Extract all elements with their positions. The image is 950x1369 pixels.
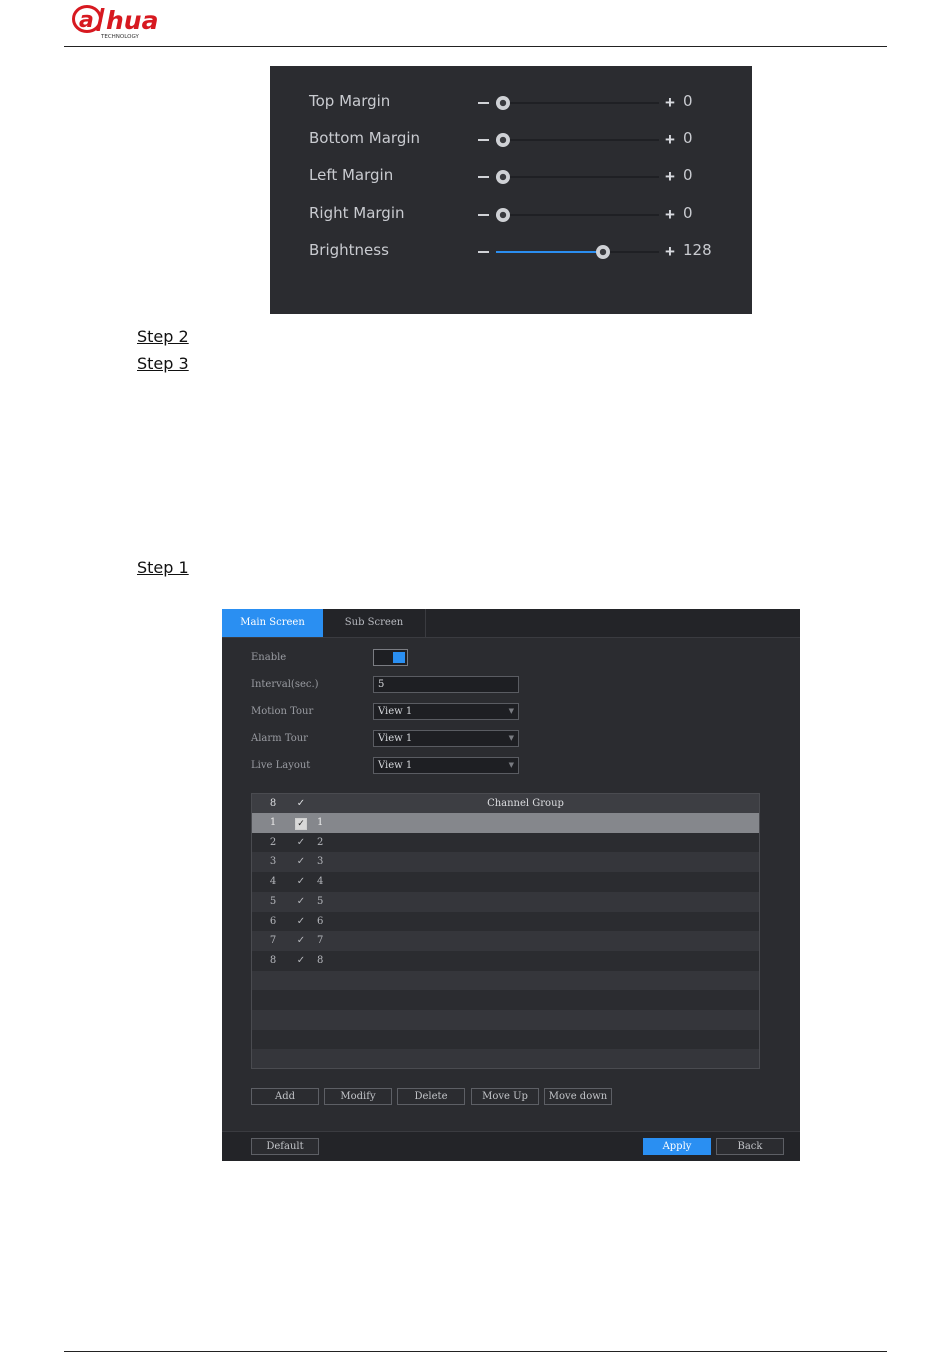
table-row[interactable]: [252, 931, 759, 951]
row-channel-group: 8: [317, 954, 324, 966]
slider-track[interactable]: [496, 102, 659, 104]
row-channel-group: 6: [317, 915, 324, 927]
table-row[interactable]: [252, 833, 759, 853]
slider-value: 0: [683, 166, 693, 184]
header-check-icon[interactable]: ✓: [296, 798, 306, 809]
live-layout-select[interactable]: [373, 757, 519, 774]
plus-icon[interactable]: +: [665, 205, 675, 224]
table-row[interactable]: [252, 971, 759, 991]
slider-label: Right Margin: [309, 204, 405, 222]
minus-icon[interactable]: [478, 139, 489, 141]
channel-group-table: [251, 793, 760, 1069]
slider-row-top-margin: [270, 90, 752, 116]
modify-button[interactable]: Modify: [324, 1088, 392, 1105]
tab-main-screen[interactable]: Main Screen: [222, 609, 323, 637]
dropdown-arrow-icon: ▼: [508, 734, 514, 742]
row-check-icon[interactable]: ✓: [296, 856, 306, 868]
slider-row-bottom-margin: [270, 127, 752, 153]
table-row[interactable]: [252, 1010, 759, 1030]
margin-settings-panel: [270, 66, 752, 314]
row-check-icon[interactable]: ✓: [296, 836, 306, 848]
interval-label: Interval(sec.): [251, 679, 319, 690]
slider-track[interactable]: [496, 176, 659, 178]
table-row[interactable]: [252, 912, 759, 932]
table-row[interactable]: [252, 872, 759, 892]
slider-track[interactable]: [496, 251, 659, 253]
header-count: 8: [269, 798, 277, 809]
slider-knob[interactable]: [496, 208, 510, 222]
toggle-knob: [393, 652, 405, 663]
svg-text:a: a: [79, 8, 94, 33]
row-check-icon[interactable]: ✓: [296, 876, 306, 888]
tab-bar: [222, 609, 800, 638]
row-channel-group: 1: [317, 817, 324, 828]
slider-knob[interactable]: [496, 170, 510, 184]
step-1-label: Step 1: [137, 558, 189, 577]
tab-sub-screen[interactable]: Sub Screen: [323, 609, 426, 637]
row-index: 4: [269, 876, 277, 888]
row-index: 7: [269, 935, 277, 947]
row-channel-group: 5: [317, 895, 324, 907]
dropdown-arrow-icon: ▼: [508, 707, 514, 715]
slider-label: Top Margin: [309, 92, 391, 110]
slider-knob[interactable]: [496, 96, 510, 110]
slider-value: 0: [683, 129, 693, 147]
delete-button[interactable]: Delete: [397, 1088, 465, 1105]
move-up-button[interactable]: Move Up: [471, 1088, 539, 1105]
minus-icon[interactable]: [478, 102, 489, 104]
live-layout-label: Live Layout: [251, 760, 311, 771]
alarm-tour-select[interactable]: [373, 730, 519, 747]
add-button[interactable]: Add: [251, 1088, 319, 1105]
table-row[interactable]: [252, 951, 759, 971]
plus-icon[interactable]: +: [665, 242, 675, 261]
slider-value: 128: [683, 241, 712, 259]
row-index: 2: [269, 836, 277, 848]
svg-text:TECHNOLOGY: TECHNOLOGY: [101, 34, 139, 40]
footer-divider: [64, 1351, 887, 1352]
back-button[interactable]: Back: [716, 1138, 784, 1155]
motion-tour-value: View 1: [378, 706, 413, 717]
dahua-logo: [72, 4, 190, 40]
row-check-icon[interactable]: ✓: [296, 954, 306, 966]
enable-label: Enable: [251, 652, 287, 663]
row-index: 6: [269, 915, 277, 927]
plus-icon[interactable]: +: [665, 167, 675, 186]
tour-settings-panel: [222, 609, 800, 1160]
bottom-action-bar: [222, 1131, 800, 1161]
step-2-label: Step 2: [137, 327, 189, 346]
slider-row-brightness: [270, 239, 752, 265]
apply-button[interactable]: Apply: [643, 1138, 711, 1155]
table-row[interactable]: [252, 852, 759, 872]
move-down-button[interactable]: Move down: [544, 1088, 612, 1105]
interval-input[interactable]: 5: [373, 676, 519, 693]
plus-icon[interactable]: +: [665, 130, 675, 149]
table-row[interactable]: [252, 1030, 759, 1050]
slider-track[interactable]: [496, 214, 659, 216]
row-channel-group: 4: [317, 876, 324, 888]
row-channel-group: 7: [317, 935, 324, 947]
slider-value: 0: [683, 92, 693, 110]
table-row[interactable]: [252, 892, 759, 912]
alarm-tour-label: Alarm Tour: [251, 733, 308, 744]
slider-value: 0: [683, 204, 693, 222]
table-row[interactable]: [252, 990, 759, 1010]
row-index: 3: [269, 856, 277, 868]
minus-icon[interactable]: [478, 214, 489, 216]
motion-tour-select[interactable]: [373, 703, 519, 720]
default-button[interactable]: Default: [251, 1138, 319, 1155]
table-header: [252, 794, 759, 813]
slider-row-right-margin: [270, 202, 752, 228]
minus-icon[interactable]: [478, 251, 489, 253]
svg-text:hua: hua: [106, 6, 159, 35]
dropdown-arrow-icon: ▼: [508, 761, 514, 769]
slider-track[interactable]: [496, 139, 659, 141]
alarm-tour-value: View 1: [378, 733, 413, 744]
slider-label: Brightness: [309, 241, 389, 259]
row-channel-group: 2: [317, 836, 324, 848]
header-channel-group: Channel Group: [487, 798, 564, 809]
slider-row-left-margin: [270, 164, 752, 190]
row-check-icon[interactable]: ✓: [295, 818, 307, 830]
live-layout-value: View 1: [378, 760, 413, 771]
slider-knob[interactable]: [496, 133, 510, 147]
motion-tour-label: Motion Tour: [251, 706, 314, 717]
slider-fill: [496, 251, 603, 253]
row-check-icon[interactable]: ✓: [296, 935, 306, 947]
header-divider: [64, 46, 887, 47]
row-check-icon[interactable]: ✓: [296, 915, 306, 927]
enable-toggle[interactable]: [373, 649, 408, 666]
plus-icon[interactable]: +: [665, 93, 675, 112]
row-index: 8: [269, 954, 277, 966]
slider-label: Bottom Margin: [309, 129, 421, 147]
row-index: 5: [269, 895, 277, 907]
step-3-label: Step 3: [137, 354, 189, 373]
row-channel-group: 3: [317, 856, 324, 868]
row-check-icon[interactable]: ✓: [296, 895, 306, 907]
table-row[interactable]: [252, 813, 759, 833]
slider-label: Left Margin: [309, 166, 394, 184]
slider-knob[interactable]: [596, 245, 610, 259]
minus-icon[interactable]: [478, 176, 489, 178]
table-row[interactable]: [252, 1049, 759, 1069]
row-index: 1: [269, 817, 277, 828]
